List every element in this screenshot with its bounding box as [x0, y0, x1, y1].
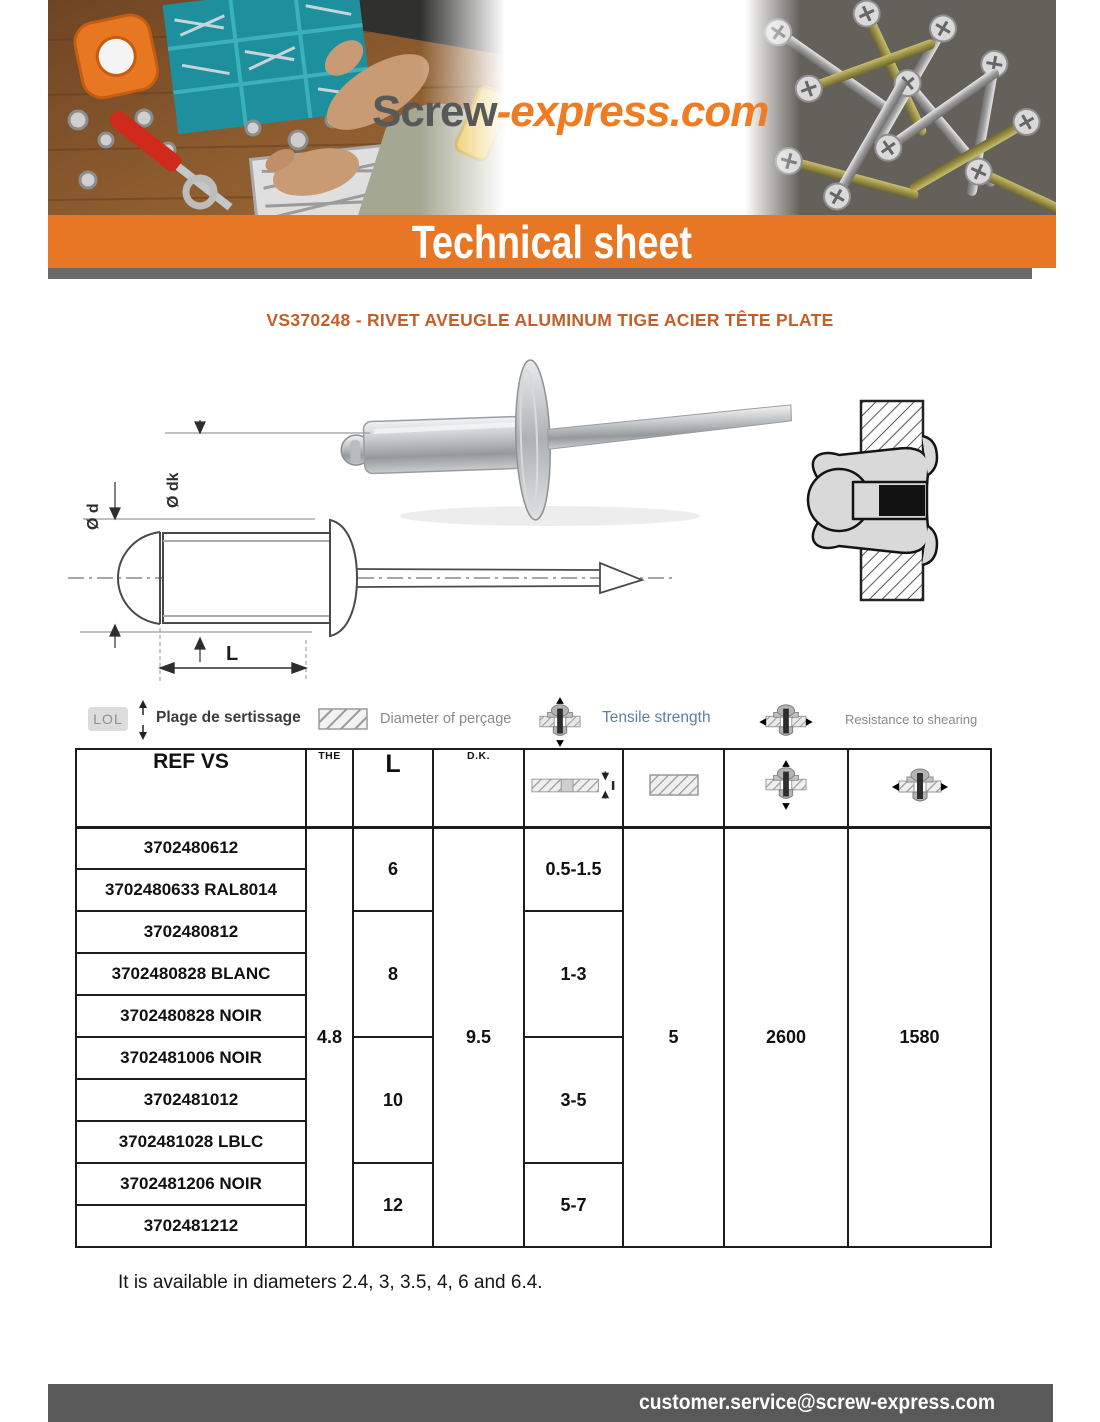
customer-service-email-link[interactable]: customer.service@screw-express.com [638, 1391, 995, 1414]
tensile-cell: 2600 [724, 827, 848, 1247]
ref-cell: 3702480828 BLANC [76, 953, 306, 995]
tape-measure [71, 11, 161, 101]
l-cell: 8 [353, 911, 433, 1037]
shear-cell: 1580 [848, 827, 991, 1247]
ref-cell: 3702480828 NOIR [76, 995, 306, 1037]
ref-cell: 3702481012 [76, 1079, 306, 1121]
drill-cell: 5 [623, 827, 724, 1247]
crimp-cell: 0.5-1.5 [524, 827, 623, 911]
banner-underline [48, 268, 1032, 279]
l-cell: 6 [353, 827, 433, 911]
technical-sheet-banner [48, 215, 1056, 268]
drill-diameter-icon [318, 708, 368, 735]
col-header-ref: REF VS [76, 749, 306, 827]
banner-title: Technical sheet [411, 215, 693, 268]
crimp-range-label: Plage de sertissage [156, 709, 301, 726]
logo-text-orange: -express.com [496, 87, 769, 136]
product-title: VS370248 - RIVET AVEUGLE ALUMINUM TIGE ACIER TÊTE PLATE [266, 310, 834, 330]
dk-cell: 9.5 [433, 827, 524, 1247]
ref-cell: 3702481028 LBLC [76, 1121, 306, 1163]
col-header-l: L [353, 749, 433, 827]
col-header-drill-diameter-icon [623, 749, 724, 827]
ref-cell: 3702481206 NOIR [76, 1163, 306, 1205]
crimp-cell: 5-7 [524, 1163, 623, 1247]
col-header-tensile-icon [724, 749, 848, 827]
tensile-strength-icon [538, 697, 582, 752]
col-header-shear-icon [848, 749, 991, 827]
screw-express-logo [362, 62, 769, 162]
spec-table [75, 748, 992, 1248]
crimp-cell: 3-5 [524, 1037, 623, 1163]
tensile-strength-label: Tensile strength [602, 709, 711, 726]
col-header-crimp-range-icon [524, 749, 623, 827]
availability-note: It is available in diameters 2.4, 3, 3.5, 4, 6 and 6.4. [118, 1272, 543, 1293]
crimp-cell: 1-3 [524, 911, 623, 1037]
installed-rivet-diagram [795, 393, 960, 608]
logo-text-dark: Screw [372, 87, 497, 136]
ref-cell: 3702480633 RAL8014 [76, 869, 306, 911]
vertical-arrows-icon [137, 700, 149, 745]
drill-diameter-label: Diameter of perçage [380, 711, 512, 727]
the-cell: 4.8 [306, 827, 353, 1247]
ref-cell: 3702481212 [76, 1205, 306, 1247]
ref-cell: 3702480812 [76, 911, 306, 953]
dia-dk-label: Ø dk [165, 472, 182, 508]
footer-bar [48, 1384, 1053, 1422]
l-cell: 10 [353, 1037, 433, 1163]
col-header-the: THE [306, 749, 353, 827]
ref-cell: 3702480612 [76, 827, 306, 869]
length-label: L [226, 643, 239, 665]
l-cell: 12 [353, 1163, 433, 1247]
crimp-range-badge: LOL [88, 707, 128, 731]
col-header-dk: D.K. [433, 749, 524, 827]
table-header-row [76, 749, 991, 827]
shear-resistance-icon [758, 702, 814, 747]
table-row [76, 827, 991, 869]
ref-cell: 3702481006 NOIR [76, 1037, 306, 1079]
screws-photo [745, 0, 1056, 215]
rivet-line-drawing [60, 420, 680, 710]
shear-resistance-label: Resistance to shearing [845, 712, 978, 727]
dia-d-label: Ø d [85, 503, 102, 530]
